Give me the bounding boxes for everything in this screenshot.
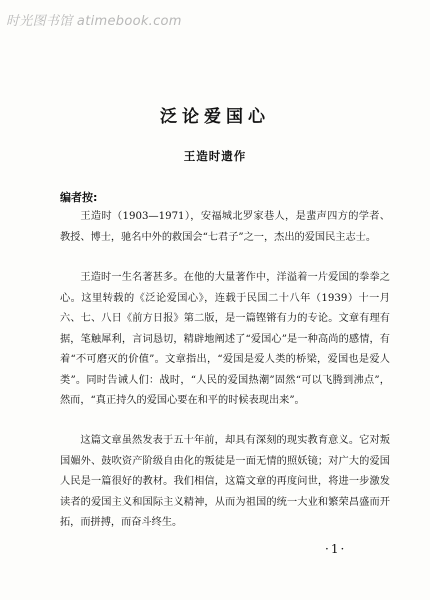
page-number: ·1· — [325, 542, 347, 556]
editor-note-paragraph-2 — [60, 268, 390, 412]
paragraph-text: 王造时（1903—1971），安福城北罗家巷人，是蜚声四方的学者、教授、博士，驰名中外的救国会“七君子”之一，杰出的爱国民主志士。 — [60, 211, 390, 243]
editor-note-paragraph-1 — [60, 207, 390, 248]
watermark: 时光图书馆 atimebook.com — [6, 14, 182, 29]
editor-note-paragraph-3 — [60, 431, 390, 534]
article-author: 王造时遗作 — [183, 149, 247, 163]
paragraph-text: 这篇文章虽然发表于五十年前，却具有深刻的现实教育意义。它对叛国媚外、鼓吹资产阶级自由化的叛徒是一面无情的照妖镜；对广大的爱国人民是一篇很好的教材。我们相信，这篇文章的再度问世，将进一步激发读者的爱国主义和国际主义精神，从而为祖国的统一大业和繁荣昌盛而开拓，而拼搏，而奋斗终生。 — [60, 435, 390, 528]
editor-note-label: 编者按: — [60, 191, 98, 204]
article-title: 泛论爱国心 — [160, 107, 270, 127]
paragraph-text: 王造时一生名著甚多。在他的大量著作中，洋溢着一片爱国的拳拳之心。这里转载的《泛论爱国心》，连载于民国二十八年（1939）十一月六、七、八日《前方日报》第二版，是一篇铿锵有力的专论。文章有理有据，笔触犀利，言词恳切，精辟地阐述了“爱国心”是一种高尚的感情，有着“不可磨灭的价值”。文章指出，“爱国是爱人类的桥梁，爱国也是爱人类”。同时告诫人们：战时，“人民的爱国热潮”固然“可以飞腾到沸点”，然而，“真正持久的爱国心要在和平的时候表现出来”。 — [60, 272, 390, 406]
